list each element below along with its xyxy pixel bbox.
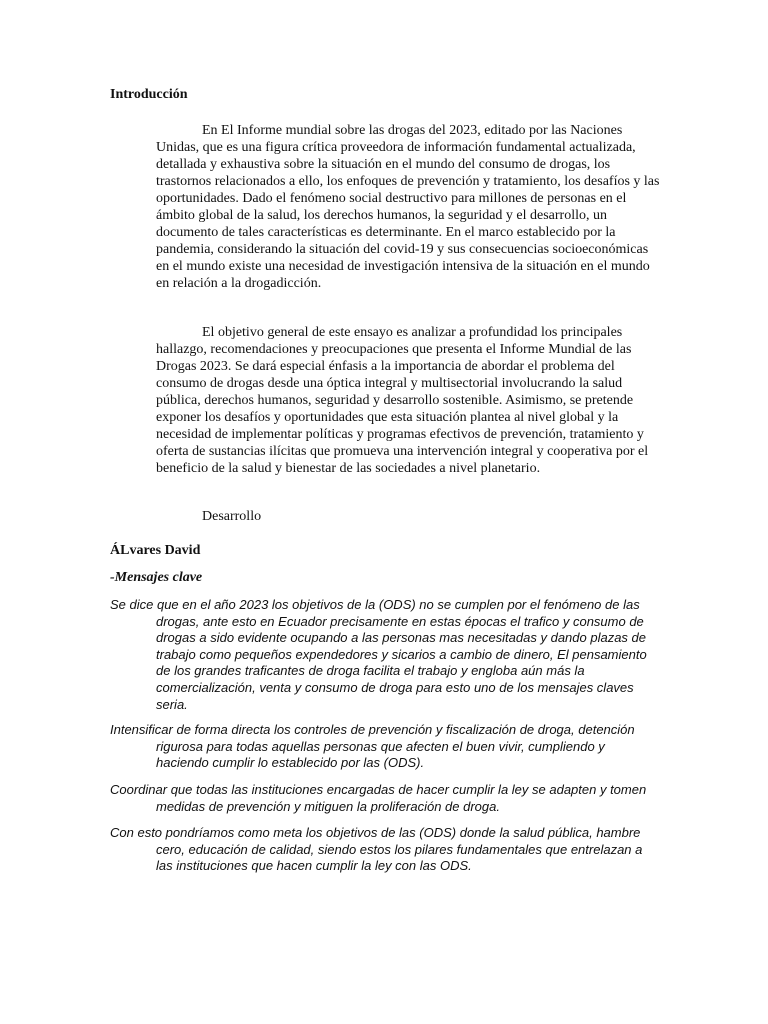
key-messages-heading: -Mensajes clave <box>110 570 203 585</box>
intro-heading: Introducción <box>110 87 188 102</box>
intro-paragraph-1: En El Informe mundial sobre las drogas del 2023, editado por las Naciones Unidas, que es una figura crítica proveedora de información fundamental actualizada, detallada y exhaustiva sobre la situación en el mundo del consumo de drogas, los trastornos relacionados a ello, los enfoques de prevención y tratamiento, los desafíos y las oportunidades. Dado el fenómeno social destructivo para millones de personas en el ámbito global de la salud, los derechos humanos, la seguridad y el desarrollo, un documento de tales características es determinante. En el marco establecido por la pandemia, considerando la situación del covid-19 y sus consecuencias socioeconómicas en el mundo existe una necesidad de investigación intensiva de la situación en el mundo en relación a la drogadicción. <box>156 123 660 291</box>
key-message-3: Coordinar que todas las instituciones encargadas de hacer cumplir la ley se adapten y tomen medidas de prevención y mitiguen la proliferación de droga. <box>110 782 647 814</box>
key-message-4: Con esto pondríamos como meta los objetivos de las (ODS) donde la salud pública, hambre cero, educación de calidad, siendo estos los pilares fundamentales que entrelazan a las instituciones que hacen cumplir la ley con las ODS. <box>110 825 643 874</box>
intro-paragraph-2: El objetivo general de este ensayo es analizar a profundidad los principales hallazgo, recomendaciones y preocupaciones que presenta el Informe Mundial de las Drogas 2023. Se dará especial énfasis a la importancia de abordar el problema del consumo de drogas desde una óptica integral y multisectorial involucrando la salud pública, derechos humanos, seguridad y desarrollo sostenible. Asimismo, se pretende exponer los desafíos y oportunidades que esta situación plantea al nivel global y la necesidad de implementar políticas y programas efectivos de prevención, tratamiento y oferta de sustancias ilícitas que promueva una intervención integral y cooperativa por el beneficio de la salud y bienestar de las sociedades a nivel planetario. <box>156 325 649 476</box>
key-message-2: Intensificar de forma directa los controles de prevención y fiscalización de droga, detención rigurosa para todas aquellas personas que afecten el buen vivir, cumpliendo y haciendo cumplir lo establecido por las (ODS). <box>110 722 635 771</box>
desarrollo-label: Desarrollo <box>202 509 262 524</box>
author-name: ÁLvares David <box>110 543 201 558</box>
key-message-1: Se dice que en el año 2023 los objetivos de la (ODS) no se cumplen por el fenómeno de las drogas, ante esto en Ecuador precisamente en estas épocas el trafico y consumo de drogas a sido evidente ocupando a las personas mas necesitadas y dando plazas de trabajo como pequeños expendedores y sicarios a cambio de dinero, El pensamiento de los grandes traficantes de droga facilita el trabajo y engloba aún más la comercialización, venta y consumo de droga para esto uno de los mensajes claves seria. <box>110 597 647 712</box>
